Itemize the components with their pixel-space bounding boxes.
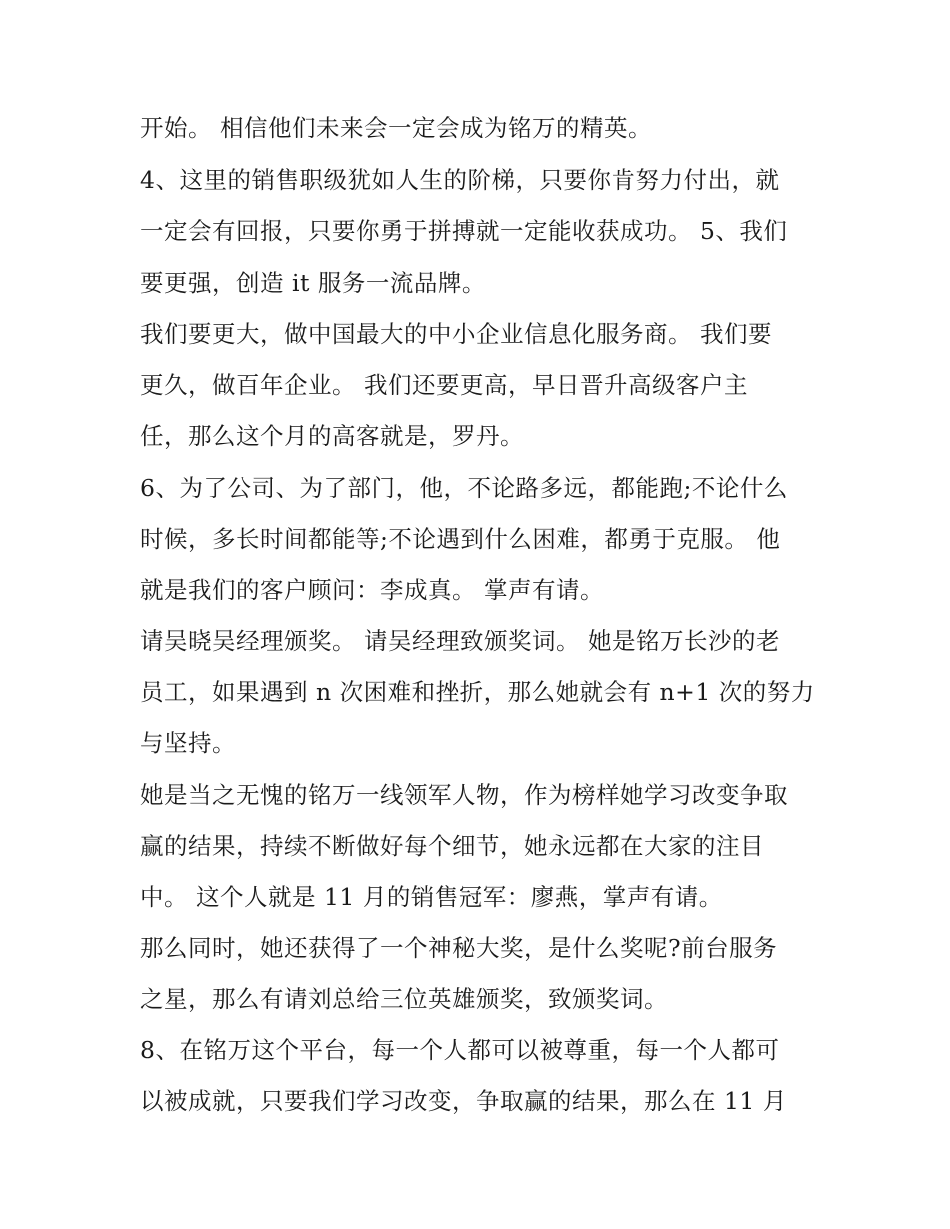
text-line-3: 一定会有回报，只要你勇于拼搏就一定能收获成功。 5、我们: [140, 217, 788, 245]
text-line-12: 员工，如果遇到 n 次困难和挫折，那么她就会有 n+1 次的努力: [140, 678, 815, 706]
text-line-5: 我们要更大，做中国最大的中小企业信息化服务商。 我们要: [140, 320, 772, 348]
text-line-6: 更久，做百年企业。 我们还要更高，早日晋升高级客户主: [140, 371, 748, 399]
text-line-2: 4、这里的销售职级犹如人生的阶梯，只要你肯努力付出，就: [140, 166, 780, 194]
text-line-4: 要更强，创造 it 服务一流品牌。: [140, 269, 486, 297]
text-line-10: 就是我们的客户顾问：李成真。 掌声有请。: [140, 576, 604, 604]
text-line-20: 以被成就，只要我们学习改变，争取赢的结果，那么在 11 月: [140, 1087, 787, 1115]
text-line-19: 8、在铭万这个平台，每一个人都可以被尊重，每一个人都可: [140, 1036, 780, 1064]
text-line-15: 赢的结果，持续不断做好每个细节，她永远都在大家的注目: [140, 832, 764, 860]
text-line-9: 时候，多长时间都能等;不论遇到什么困难，都勇于克服。 他: [140, 525, 781, 553]
text-line-1: 开始。 相信他们未来会一定会成为铭万的精英。: [140, 114, 652, 142]
text-line-13: 与坚持。: [140, 729, 236, 757]
text-line-11: 请吴晓吴经理颁奖。 请吴经理致颁奖词。 她是铭万长沙的老: [140, 627, 780, 655]
text-line-18: 之星，那么有请刘总给三位英雄颁奖，致颁奖词。: [140, 985, 668, 1013]
text-line-17: 那么同时，她还获得了一个神秘大奖，是什么奖呢?前台服务: [140, 934, 778, 962]
text-line-7: 任，那么这个月的高客就是，罗丹。: [140, 422, 524, 450]
text-line-16: 中。 这个人就是 11 月的销售冠军：廖燕，掌声有请。: [140, 883, 723, 911]
text-line-8: 6、为了公司、为了部门，他，不论路多远，都能跑;不论什么: [140, 474, 788, 502]
text-line-14: 她是当之无愧的铭万一线领军人物，作为榜样她学习改变争取: [140, 781, 788, 809]
